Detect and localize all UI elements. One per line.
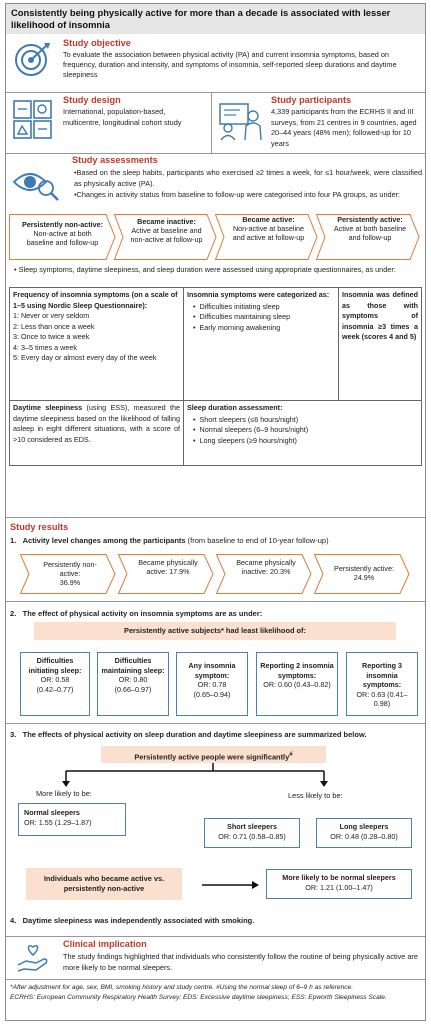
pa-group-became-inactive: [114, 214, 217, 260]
symptoms-title: Insomnia symptoms were categorized as:: [187, 290, 330, 299]
daytime-sleepiness-cell: [10, 401, 184, 465]
or-box-any-symptom: Any insomnia symptom: OR: 0.78 (0.65–0.94): [176, 652, 248, 716]
footnote-line-1: *After adjustment for age, sex, BMI, smoking history and study centre. #Using the normal sleep of 6–9 h as reference.: [10, 984, 354, 991]
pa-group-persistently-active: [316, 214, 420, 260]
or-box-three-symptoms: Reporting 3 insomnia symptoms: OR: 0.63 (0.41–0.98): [346, 652, 418, 716]
participants-heading: Study participants: [271, 95, 352, 105]
symptoms-cell: [184, 288, 339, 401]
implication-section: [6, 937, 425, 979]
results-heading: Study results: [10, 522, 69, 532]
short-sleepers-box: Short sleepers OR: 0.71 (0.58–0.85): [204, 818, 300, 848]
significance-banner: Persistently active people were significantly#: [101, 746, 326, 763]
daytime-sleepiness-title: Daytime sleepiness: [13, 403, 83, 412]
or-box-initiating: Difficulties initiating sleep: OR: 0.58 (0.42–0.77): [20, 652, 90, 716]
result-4-heading: 4. Daytime sleepiness was independently associated with smoking.: [10, 916, 255, 925]
right-arrow: [202, 879, 262, 891]
infographic: [5, 3, 426, 1021]
page-title: Consistently being physically active for more than a decade is associated with lesser likelihood of insomnia: [6, 4, 425, 34]
insomnia-definition-cell: Insomnia was defined as those with symptoms of insomnia ≥3 times a week (scores 4 and 5): [339, 288, 421, 401]
design-participants-section: [6, 93, 425, 153]
frequency-item: 1: Never or very seldom: [13, 311, 90, 320]
activity-level-chevron: Persistently active: 24.9%: [314, 554, 410, 594]
participants-icon: [218, 98, 264, 142]
frequency-item: 5: Every day or almost every day of the week: [13, 353, 157, 362]
symptom-item: • Difficulties maintaining sleep: [193, 312, 291, 321]
assessments-heading: Study assessments: [72, 155, 158, 165]
pa-group-text: Active at both baseline and follow-up: [333, 224, 407, 242]
implication-text: The study findings highlighted that individuals who consistently follow the routine of being physically active are more likely to be normal sleepers.: [63, 952, 418, 972]
activity-level-chevron: Persistently non-active: 36.9%: [20, 554, 116, 594]
objective-heading: Study objective: [63, 38, 131, 48]
sleep-duration-cell: [184, 401, 421, 465]
pa-group-title: Became active:: [242, 215, 295, 224]
assessment-bullet-3: • Sleep symptoms, daytime sleepiness, and sleep duration were assessed using appropriate questionnaires, as under:: [14, 265, 396, 274]
duration-item: • Long sleepers (≥9 hours/night): [193, 435, 297, 445]
pa-group-title: Persistently active:: [337, 215, 403, 224]
results-section: [6, 518, 425, 938]
pa-group-text: Non-active at both baseline and follow-up: [26, 229, 99, 247]
assessment-bullet-2: •Changes in activity status from baseline to follow-up were categorised into four PA groups, as under:: [74, 190, 401, 199]
activity-level-chevron: Became physically inactive: 20.3%: [216, 554, 312, 594]
participants-text: 4,339 participants from the ECRHS II and III surveys, from 21 centres in 9 countries, aged 20–44 years (48% men); followed-up for 10 years: [271, 107, 417, 148]
duration-item: • Short sleepers (≤6 hours/night): [193, 414, 299, 424]
frequency-item: 3: Once to twice a week: [13, 332, 90, 341]
questionnaire-table: [9, 287, 422, 466]
frequency-title: Frequency of insomnia symptoms (on a scale of 1–5 using Nordic Sleep Questionnaire):: [13, 290, 178, 310]
footnote: [6, 979, 425, 1005]
pa-group-title: Persistently non-active:: [21, 220, 104, 229]
design-icon: [12, 99, 54, 139]
objective-text: To evaluate the association between physical activity (PA) and current insomnia symptoms, based on frequency, duration and intensity, and symptoms of insomnia, self-reported sleep durations and daytime sleepiness: [63, 50, 397, 79]
pa-group-became-active: [215, 214, 318, 260]
footnote-line-2: ECRHS: European Community Respiratory Health Survey; EDS: Excessive daytime sleepiness; ESS: Epworth Sleepiness Scale.: [10, 993, 387, 1001]
symptom-item: • Early morning awakening: [193, 322, 281, 332]
long-sleepers-box: Long sleepers OR: 0.48 (0.28–0.80): [316, 818, 412, 848]
pa-group-persistently-non-active: [9, 214, 116, 260]
normal-sleepers-box: Normal sleepers OR: 1.55 (1.29–1.87): [18, 803, 126, 836]
target-icon: [11, 40, 53, 80]
frequency-item: 4: 3–5 times a week: [13, 342, 77, 352]
frequency-cell: [10, 288, 184, 401]
activity-levels-row: [20, 554, 412, 594]
pa-group-text: Active at baseline and non-active at follow-up: [130, 226, 203, 244]
objective-section: [6, 36, 425, 92]
pa-group-text: Non-active at baseline and active at follow-up: [232, 224, 305, 242]
became-active-banner: Individuals who became active vs. persistently non-active: [26, 868, 182, 900]
assessments-section: [6, 154, 425, 514]
eye-magnifier-icon: [12, 162, 60, 202]
sleep-duration-title: Sleep duration assessment:: [187, 403, 283, 412]
result-1-heading: 1. Activity level changes among the participants (from baseline to end of 10-year follow-up): [10, 536, 329, 545]
result-2-heading: 2. The effect of physical activity on insomnia symptoms are as under:: [10, 609, 263, 618]
design-heading: Study design: [63, 95, 121, 105]
assessment-bullet-1: •Based on the sleep habits, participants who exercised ≥2 times a week, for ≤1 hour/week, were classified as physically active (PA).: [74, 168, 422, 188]
frequency-item: 2: Less than once a week: [13, 321, 95, 331]
hand-heart-icon: [16, 941, 50, 973]
pa-groups-row: [9, 214, 422, 260]
or-box-two-symptoms: Reporting 2 insomnia symptoms: OR: 0.60 (0.43–0.82): [256, 652, 338, 716]
result-3-heading: 3. The effects of physical activity on sleep duration and daytime sleepiness are summarized below.: [10, 730, 367, 739]
implication-heading: Clinical implication: [63, 939, 147, 949]
daytime-sleepiness-text: (using ESS), measured the daytime sleepiness based on the likelihood of falling asleep in eight different situations, with a score of >10 considered as EDS.: [13, 403, 180, 444]
design-text: International, population-based, multicentre, longitudinal cohort study: [63, 107, 182, 127]
pa-group-title: Became inactive:: [137, 217, 196, 226]
duration-item: • Normal sleepers (6–9 hours/night): [193, 425, 309, 434]
less-likely-label: Less likely to be:: [288, 791, 343, 800]
normal-sleepers-2-box: More likely to be normal sleepers OR: 1.21 (1.00–1.47): [266, 869, 412, 899]
persistently-active-banner: Persistently active subjects* had least likelihood of:: [34, 622, 396, 640]
activity-level-chevron: Became physically active: 17.9%: [118, 554, 214, 594]
symptom-item: • Difficulties initiating sleep: [193, 301, 280, 311]
or-box-maintaining: Difficulties maintaining sleep: OR: 0.80 (0.66–0.97): [97, 652, 169, 716]
more-likely-label: More likely to be:: [36, 789, 92, 798]
